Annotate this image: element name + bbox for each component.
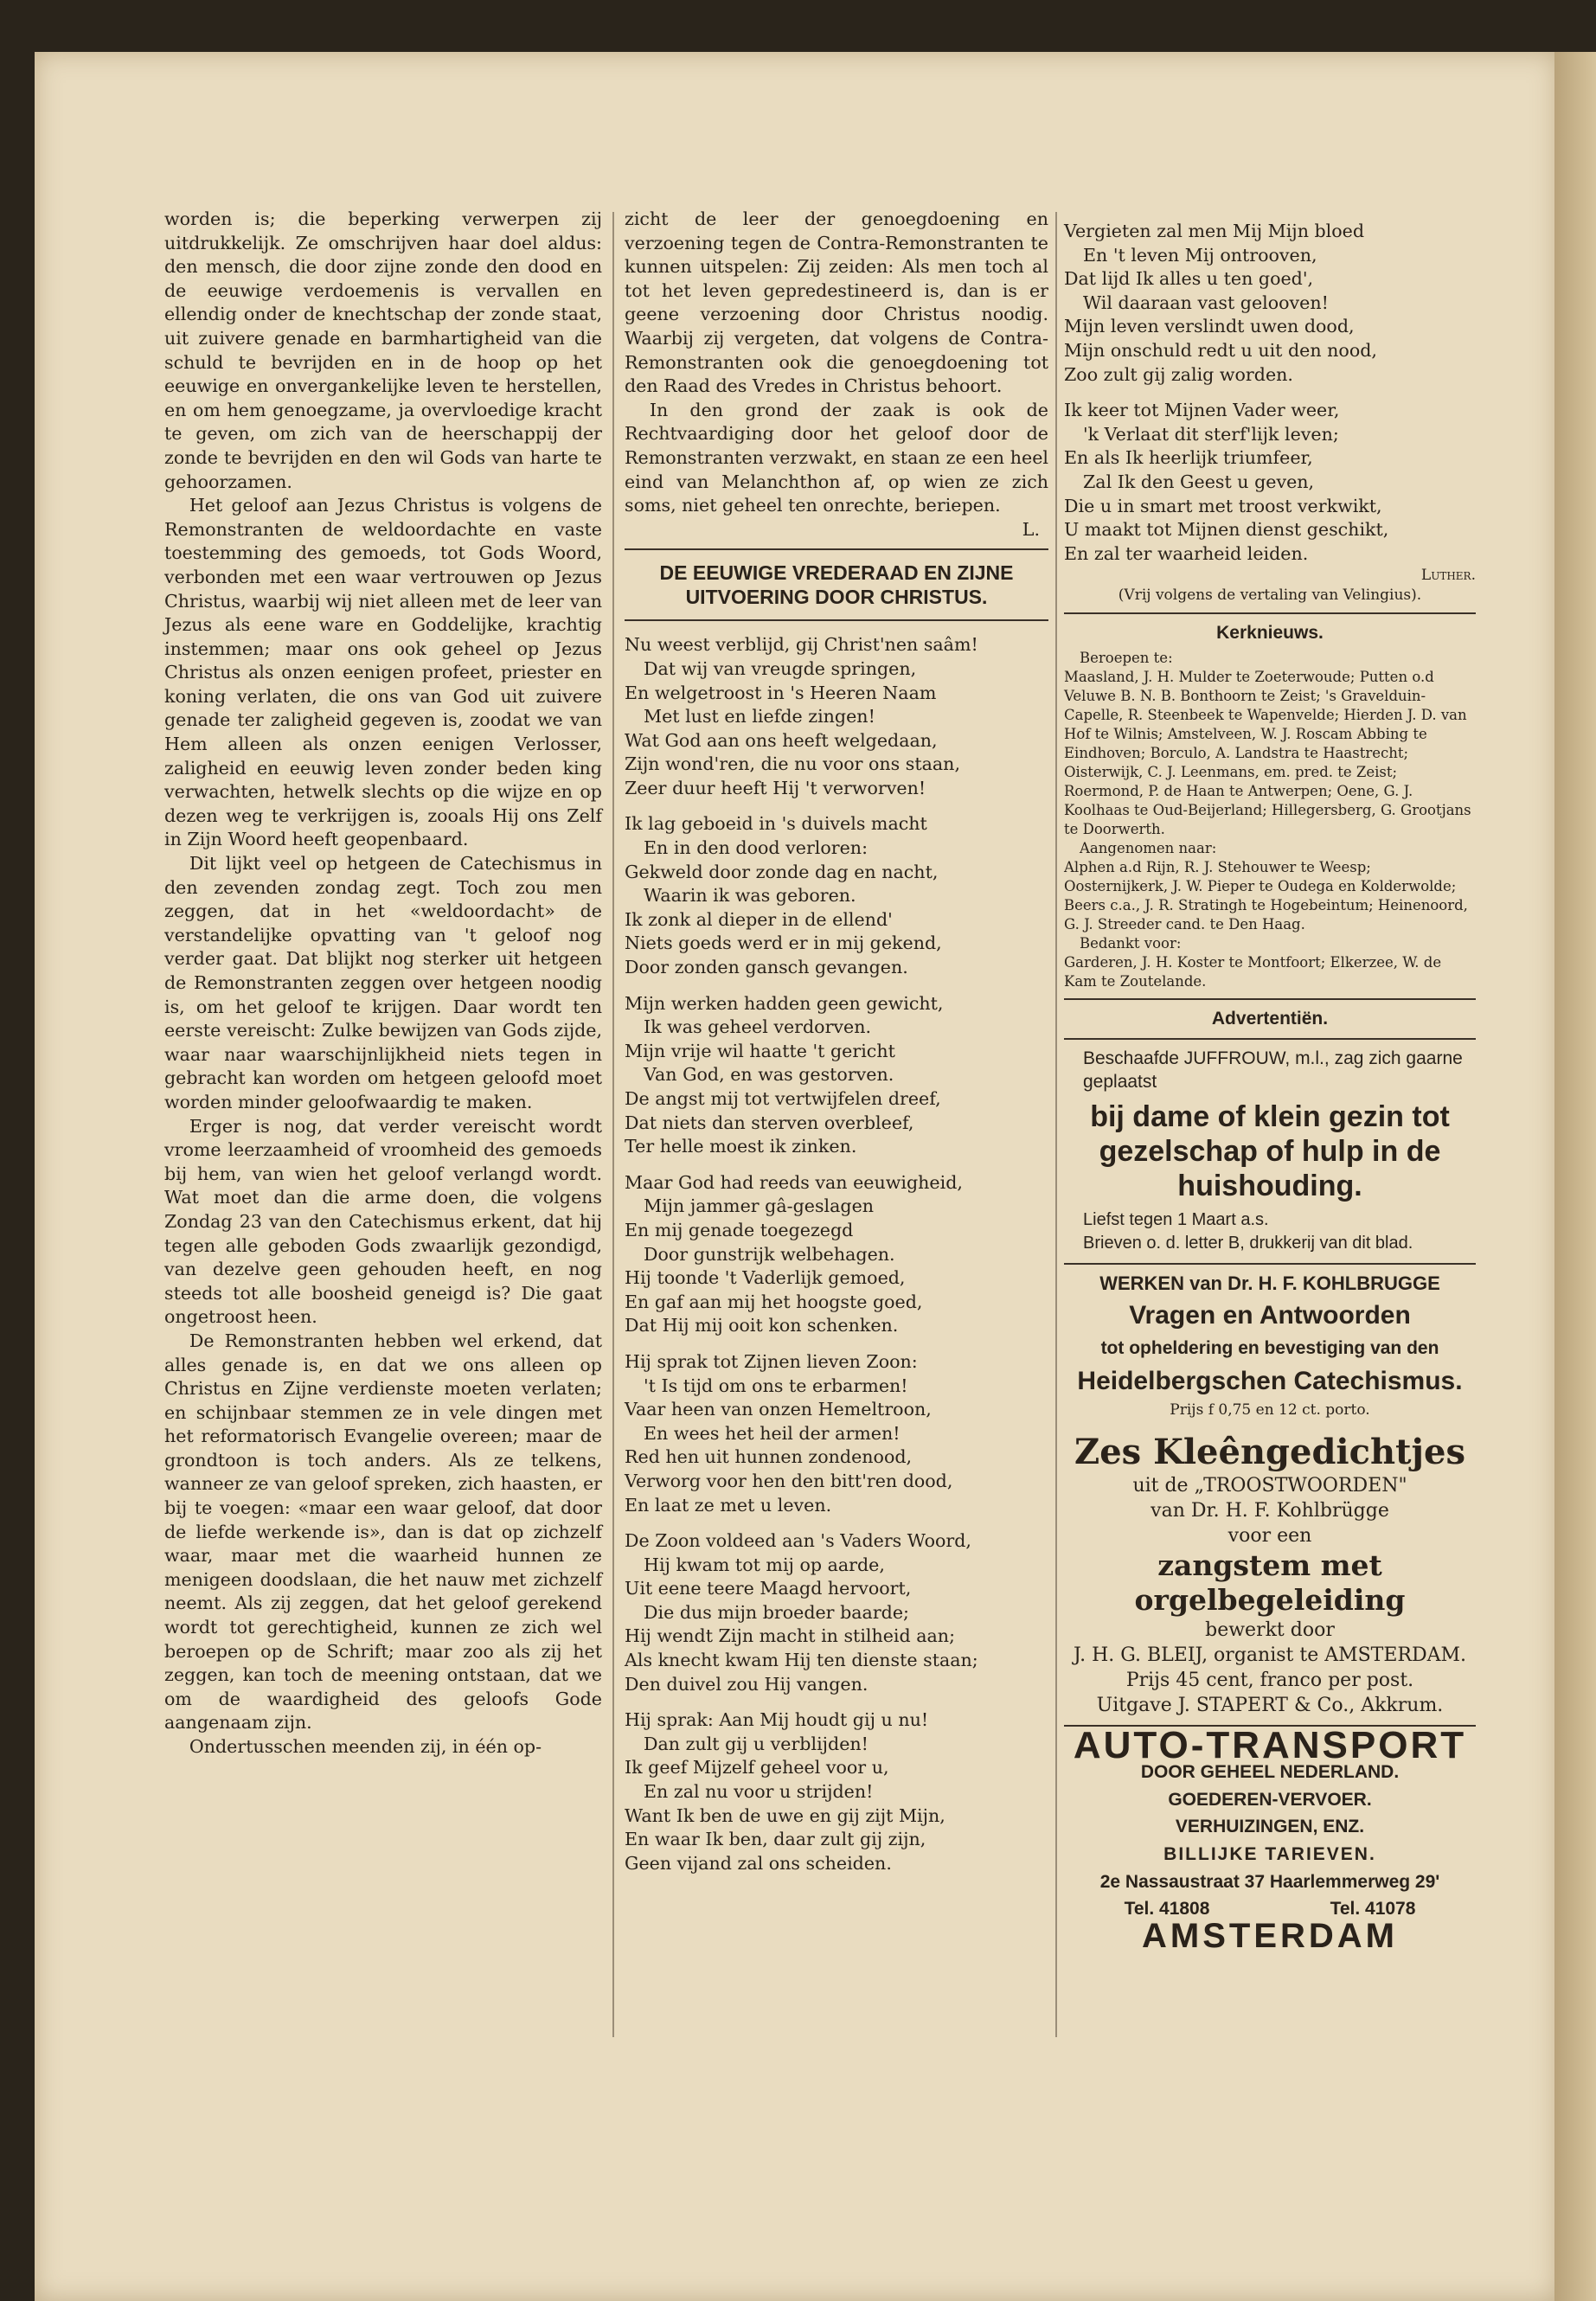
poem-line: Hij toonde 't Vaderlijk gemoed, xyxy=(625,1267,906,1289)
poem-line: Met lust en liefde zingen! xyxy=(644,706,875,727)
divider xyxy=(625,619,1048,621)
kerknieuws-entry: Maasland, J. H. Mulder te Zoeterwoude; Putten o.d Veluwe B. N. B. Bonthoorn te Zeist; 's Gravelduin-Capelle, R. Steenbeek te Wapenvelde; Hierden J. D. van Hof te Wilnis; Amstelveen, W. J. Roscam Abbing te Eindhoven; Borculo, A. Landstra te Haastrecht; Oisterwijk, C. J. Leenmans, em. pred. te Zeist; Roermond, P. de Haan te Antwerpen; Oene, G. J. Koolhaas te Oud-Beijerland; Hillegersberg, G. Grootjans te Doorwerth. xyxy=(1064,668,1471,837)
poem-line: Hij sprak tot Zijnen lieven Zoon: xyxy=(625,1350,918,1372)
divider xyxy=(1064,1038,1476,1040)
poem-line: Mijn werken hadden geen gewicht, xyxy=(625,992,944,1014)
article-signature: L. xyxy=(1022,518,1040,540)
poem-line: Gekweld door zonde dag en nacht, xyxy=(625,861,939,882)
poem-line: En welgetroost in 's Heeren Naam xyxy=(625,682,937,703)
ad-title: Zes Kleêngedichtjes xyxy=(1074,1431,1465,1472)
ad-line: Liefst tegen 1 Maart a.s. xyxy=(1083,1209,1269,1229)
advertisement-auto-transport xyxy=(1064,1723,1476,1955)
kerknieuws-entry: Garderen, J. H. Koster te Montfoort; Elkerzee, W. de Kam te Zoutelande. xyxy=(1064,953,1442,990)
poem-line: Verworg voor hen den bitt'ren dood, xyxy=(625,1470,953,1491)
poem-line: Vaar heen van onzen Hemeltroon, xyxy=(625,1399,932,1420)
ad-title: AUTO-TRANSPORT xyxy=(1073,1723,1467,1766)
advertisement-kohlbrugge xyxy=(1064,1272,1476,1423)
poem-line: Ter helle moest ik zinken. xyxy=(625,1136,857,1157)
column-divider xyxy=(1055,212,1057,2037)
poem-line: Hij sprak: Aan Mij houdt gij u nu! xyxy=(625,1709,929,1731)
poem-line: Dat wij van vreugde springen, xyxy=(644,657,917,679)
stanza xyxy=(1064,220,1476,387)
ad-headline: zangstem met orgelbegeleiding xyxy=(1134,1548,1406,1617)
ad-line: GOEDEREN-VERVOER. xyxy=(1168,1789,1372,1810)
poem-line: Mijn vrije wil haatte 't gericht xyxy=(625,1040,895,1061)
ad-book-title: Heidelbergschen Catechismus. xyxy=(1077,1367,1463,1396)
ad-title: Vragen en Antwoorden xyxy=(1129,1301,1411,1330)
ad-line: J. H. G. BLEIJ, organist te AMSTERDAM. xyxy=(1073,1644,1467,1666)
poem-line: Ik zonk al dieper in de ellend' xyxy=(625,908,893,930)
poem-signature: Luther. xyxy=(1420,567,1476,585)
poem-line: En mij genade toegezegd xyxy=(625,1219,854,1240)
ad-price: Prijs f 0,75 en 12 ct. porto. xyxy=(1170,1401,1370,1420)
column-divider xyxy=(612,212,614,2037)
ad-phone: Tel. 41808 xyxy=(1124,1899,1210,1920)
ad-line: DOOR GEHEEL NEDERLAND. xyxy=(1140,1762,1400,1783)
kerknieuws-label: Beroepen te: xyxy=(1080,649,1173,666)
poem-line: Door zonden gansch gevangen. xyxy=(625,957,908,978)
ad-line: van Dr. H. F. Kohlbrügge xyxy=(1151,1499,1389,1522)
poem-line: Zijn wond'ren, die nu voor ons staan, xyxy=(625,753,960,775)
divider xyxy=(1064,998,1476,1000)
poem-line: Red hen uit hunnen zondenood, xyxy=(625,1446,913,1468)
paragraph: Dit lijkt veel op hetgeen de Catechismus in den zevenden zondag zegt. Toch zou men zeggen, dat in het «weldoordacht» de verstandelijke opvatting van 't geloof nog verder gaat. Dat blijkt nog sterker uit hetgeen de Remonstranten zeggen over hetgeen noodig is, om het geloof te krijgen. Daar wordt ten eerste vereischt: Zulke bewijzen van Gods zijde, waar naar waarschijnlijkheid niets tegen in gebracht kan worden om hetgeen geloofd moet worden minder geloofwaardig te maken. xyxy=(164,853,602,1112)
divider xyxy=(1064,612,1476,614)
poem-line: Vergieten zal men Mij Mijn bloed xyxy=(1064,221,1365,241)
kerknieuws xyxy=(1064,649,1476,991)
divider xyxy=(1064,1263,1476,1265)
advertisement-juffrouw xyxy=(1064,1047,1476,1256)
poem-line: Wil daaraan vast gelooven! xyxy=(1083,292,1329,313)
ad-line: BILLIJKE TARIEVEN. xyxy=(1163,1844,1376,1865)
kerknieuws-label: Aangenomen naar: xyxy=(1080,839,1217,856)
poem-line: 't Is tijd om ons te erbarmen! xyxy=(644,1375,908,1396)
divider xyxy=(625,548,1048,550)
poem-line: Dan zult gij u verblijden! xyxy=(644,1733,869,1754)
poem-line: Zal Ik den Geest u geven, xyxy=(1083,471,1315,492)
poem-line: De angst mij tot vertwijfelen dreef, xyxy=(625,1088,941,1109)
ad-heading: WERKEN van Dr. H. F. KOHLBRUGGE xyxy=(1099,1272,1440,1294)
ad-line: voor een xyxy=(1227,1524,1312,1547)
kerknieuws-entry: Alphen a.d Rijn, R. J. Stehouwer te Weesp; Oosternijkerk, J. W. Pieper te Oudega en Kolderwolde; Beers c.a., J. R. Stratingh te Hogebeintum; Heinenoord, G. J. Streeder cand. te Den Haag. xyxy=(1064,858,1468,933)
ad-line: Brieven o. d. letter B, drukkerij van dit blad. xyxy=(1083,1234,1413,1253)
section-title-advertenties: Advertentiën. xyxy=(1211,1008,1329,1029)
poem-line: Ik lag geboeid in 's duivels macht xyxy=(625,813,927,835)
poem-line: Ik geef Mijzelf geheel voor u, xyxy=(625,1757,889,1779)
ad-line: uit de „TROOSTWOORDEN" xyxy=(1132,1474,1407,1497)
poem-line: Zeer duur heeft Hij 't verworven! xyxy=(625,777,926,798)
poem-line: Mijn onschuld redt u uit den nood, xyxy=(1064,339,1377,361)
poem-line: Nu weest verblijd, gij Christ'nen saâm! xyxy=(625,634,978,656)
stanza xyxy=(625,1708,1048,1875)
poem-line: Die u in smart met troost verkwikt, xyxy=(1064,495,1382,516)
poem-line: En zal nu voor u strijden! xyxy=(644,1781,874,1803)
poem-line: Als knecht kwam Hij ten dienste staan; xyxy=(625,1650,978,1671)
poem-line: En zal ter waarheid leiden. xyxy=(1064,542,1309,564)
poem-line: En waar Ik ben, daar zult gij zijn, xyxy=(625,1829,926,1850)
poem-line: En laat ze met u leven. xyxy=(625,1494,832,1516)
poem-line: Hij wendt Zijn macht in stilheid aan; xyxy=(625,1625,956,1647)
stanza xyxy=(1064,399,1476,566)
poem-continuation xyxy=(1064,220,1476,566)
poem-line: Ik was geheel verdorven. xyxy=(644,1016,872,1038)
poem-line: Dat lijd Ik alles u ten goed', xyxy=(1064,268,1314,290)
paragraph: Ondertusschen meenden zij, in één op- xyxy=(189,1736,542,1757)
poem-line: Maar God had reeds van eeuwigheid, xyxy=(625,1171,963,1193)
ad-address: 2e Nassaustraat 37 Haarlemmerweg 29' xyxy=(1099,1871,1440,1892)
page-edge xyxy=(1554,52,1596,2301)
poem-line: Van God, en was gestorven. xyxy=(644,1064,894,1086)
ad-line: Prijs 45 cent, franco per post. xyxy=(1125,1669,1414,1691)
poem-line: Waarin ik was geboren. xyxy=(644,885,856,907)
paragraph: zicht de leer der genoegdoening en verzoening tegen de Contra-Remonstranten te kunnen uitspelen: Zij zeiden: Als men toch al tot het leven gepredestineerd is, dan is er geene verzoening door Christus noodig. Waarbij zij vergeten, dat volgens de Contra-Remonstranten ook die genoegdoening tot den Raad des Vredes in Christus behoort. xyxy=(625,208,1048,397)
column-3 xyxy=(1064,208,1476,1955)
column-2 xyxy=(625,208,1048,1875)
translation-note: (Vrij volgens de vertaling van Velingius). xyxy=(1118,586,1422,605)
section-title-kerknieuws: Kerknieuws. xyxy=(1216,623,1324,644)
poem-line: En gaf aan mij het hoogste goed, xyxy=(625,1291,923,1312)
advertisement-kleengedichtjes xyxy=(1064,1432,1476,1718)
paragraph: Erger is nog, dat verder vereischt wordt vrome leerzaamheid of vroomheid des gemoeds bij hem, van wien het geloof verlangd wordt. Wat moet dan die arme doen, die volgens Zondag 23 van den Catechismus erkent, dat hij tegen alle geboden Gods zwaarlijk gezondigd, van dezelve geen gehouden heeft, en nog steeds tot alle boosheid geneigd is? Die gaat ongetroost heen. xyxy=(164,1115,602,1328)
poem-title: DE EEUWIGE VREDERAAD EN ZIJNE UITVOERING DOOR CHRISTUS. xyxy=(659,561,1014,609)
poem-line: En 't leven Mij ontrooven, xyxy=(1083,244,1317,266)
ad-line: Uitgave J. STAPERT & Co., Akkrum. xyxy=(1096,1694,1444,1716)
poem-line: En in den dood verloren: xyxy=(644,837,869,859)
poem-line: Geen vijand zal ons scheiden. xyxy=(625,1852,892,1874)
poem-line: Ik keer tot Mijnen Vader weer, xyxy=(1064,400,1340,421)
poem-line: Dat Hij mij ooit kon schenken. xyxy=(625,1315,899,1336)
poem-line: Mijn jammer gâ-geslagen xyxy=(644,1195,875,1217)
poem-line: Niets goeds werd er in mij gekend, xyxy=(625,933,942,954)
poem-line: Want Ik ben de uwe en gij zijt Mijn, xyxy=(625,1804,945,1826)
ad-subtitle: tot opheldering en bevestiging van den xyxy=(1100,1338,1439,1359)
ad-phone: Tel. 41078 xyxy=(1330,1899,1416,1920)
stanza xyxy=(625,1350,1048,1517)
paragraph: In den grond der zaak is ook de Rechtvaardiging door het geloof door de Remonstranten verzwakt, en staan ze een heel eind van Melanchthon af, op wien ze zich soms, niet geheel ten onrechte, beriepen. xyxy=(625,399,1048,516)
poem-line: Door gunstrijk welbehagen. xyxy=(644,1243,895,1265)
column-1 xyxy=(164,208,602,1759)
poem-line: Hij kwam tot mij op aarde, xyxy=(644,1554,885,1575)
poem-line: De Zoon voldeed aan 's Vaders Woord, xyxy=(625,1530,971,1552)
ad-city: AMSTERDAM xyxy=(1142,1916,1398,1955)
poem-line: Mijn leven verslindt uwen dood, xyxy=(1064,316,1355,337)
poem-line: Die dus mijn broeder baarde; xyxy=(644,1601,909,1623)
poem-line: Dat niets dan sterven overbleef, xyxy=(625,1112,914,1133)
ad-headline: bij dame of klein gezin tot gezelschap of hulp in de huishouding. xyxy=(1090,1099,1450,1202)
ad-lead: Beschaafde JUFFROUW, m.l., zag zich gaarne geplaatst xyxy=(1083,1048,1463,1093)
kerknieuws-label: Bedankt voor: xyxy=(1080,934,1182,952)
paragraph: worden is; die beperking verwerpen zij uitdrukkelijk. Ze omschrijven haar doel aldus: den mensch, die door zijne zonde den dood en de eeuwige verdoemenis is vervallen en ellendig onder de knechtschap der zonde staat, uit zuivere genade en barmhartigheid van die schuld te bevrijden en in de hoop op het eeuwige en onvergankelijke leven te herstellen, en om hem genoegzame, ja overvloedige kracht te geven, om zich van de heerschappij der zonde te bevrijden en den wil Gods van harte te gehoorzamen. xyxy=(164,208,602,492)
paragraph: De Remonstranten hebben wel erkend, dat alles genade is, en dat we ons alleen op Christus en Zijne verdienste moeten verlaten; en schijnbaar stemmen ze in vele dingen met het reformatorisch Evangelie overeen; maar de grondtoon is toch anders. Als ze telkens, wanneer ze van geloof spreken, zich haasten, er bij te voegen: «maar een waar geloof, dat door de liefde werkende is», dan is dat op zichzelf waar, maar met die waarheid hunnen ze menigeen doodslaan, die het nauw met zichzelf neemt. Als zij zeggen, dat het geloof gerekend wordt tot gerechtigheid, kunnen ze zich wel beroepen op de Schrift; maar zoo als zij het zeggen, kan toch de meening ontstaan, dat we om de waardigheid des geloofs Gode aangenaam zijn. xyxy=(164,1330,602,1734)
poem xyxy=(625,633,1048,1875)
poem-line: En als Ik heerlijk triumfeer, xyxy=(1064,447,1313,469)
ad-line: VERHUIZINGEN, ENZ. xyxy=(1175,1817,1365,1837)
stanza xyxy=(625,1529,1048,1696)
poem-line: U maakt tot Mijnen dienst geschikt, xyxy=(1064,519,1389,541)
stanza xyxy=(625,812,1048,979)
stanza xyxy=(625,992,1048,1159)
poem-line: Uit eene teere Maagd hervoort, xyxy=(625,1578,912,1599)
paragraph: Het geloof aan Jezus Christus is volgens de Remonstranten de weldoordachte en vaste toestemming des gemoeds, tot Gods Woord, verbonden met een waar vertrouwen op Jezus Christus, waarbij wij niet alleen met de leer van Jezus als eene ware en Goddelijke, krachtig instemmen; maar ons ook geheel op Jezus Christus als onzen eenigen profeet, priester en koning verlaten, die ons van God uit zuivere genade ter zaligheid gegeven is, zoodat we van Hem alleen als onzen eenigen Verlosser, zaligheid en eeuwig leven zonder beden king verwachten, hetwelk slechts op die wijze en op dezen weg te verkrijgen is, zooals Hij ons Zelf in Zijn Woord heeft geopenbaard. xyxy=(164,495,602,850)
poem-line: Den duivel zou Hij vangen. xyxy=(625,1673,869,1695)
poem-line: Zoo zult gij zalig worden. xyxy=(1064,363,1293,385)
ad-line: bewerkt door xyxy=(1205,1618,1335,1641)
poem-line: 'k Verlaat dit sterf'lijk leven; xyxy=(1083,423,1339,445)
poem-line: Wat God aan ons heeft welgedaan, xyxy=(625,729,938,751)
stanza xyxy=(625,633,1048,800)
poem-line: En wees het heil der armen! xyxy=(644,1422,901,1444)
stanza xyxy=(625,1171,1048,1338)
